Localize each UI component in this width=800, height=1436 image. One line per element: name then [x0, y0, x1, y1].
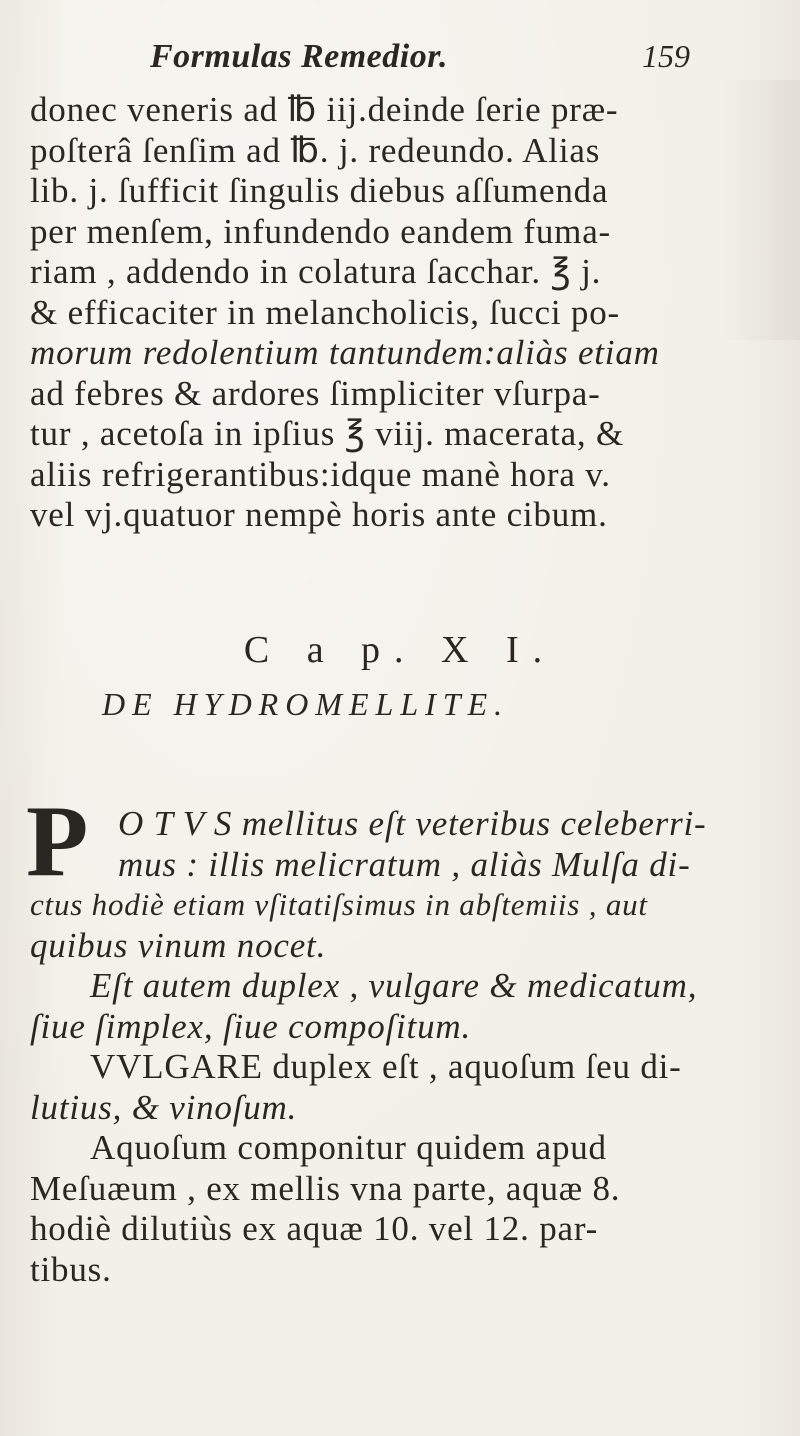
chapter-heading: C a p. X I. [243, 629, 557, 671]
text-line: Aquoſum componitur quidem apud [90, 1128, 607, 1167]
text-line: VVLGARE duplex eſt , aquoſum ſeu di- [90, 1047, 682, 1086]
text-line: quibus vinum nocet. [30, 925, 327, 965]
text-line: vel vj.quatuor nempè horis ante cibum. [30, 495, 608, 534]
text-line: mus : illis melicratum , aliàs Mulſa di- [118, 844, 691, 884]
page-header [130, 38, 690, 86]
text-line: lutius, & vinoſum. [30, 1087, 298, 1127]
text-line: per menſem, infundendo eandem fuma- [30, 211, 611, 251]
text-line: ctus hodiè etiam vſitatiſsimus in abſtemiis , aut [30, 887, 648, 922]
text-line: donec veneris ad ℔ iij.deinde ſerie præ- [30, 90, 619, 129]
text-line: poſterâ ſenſim ad ℔. j. redeundo. Alias [30, 130, 601, 170]
drop-cap: P [26, 785, 89, 898]
top-paragraph [30, 90, 775, 536]
page-number: 159 [642, 38, 690, 74]
text-line: riam , addendo in colatura ſacchar. ℥ j. [30, 252, 602, 291]
text-line: Meſuæum , ex mellis vna parte, aquæ 8. [30, 1168, 621, 1208]
text-line: hodiè dilutiùs ex aquæ 10. vel 12. par- [30, 1209, 599, 1248]
text-line: morum redolentium tantundem:aliàs etiam [30, 333, 660, 372]
text-line: Eſt autem duplex , vulgare & medicatum, [90, 966, 698, 1005]
text-line: ſiue ſimplex, ſiue compoſitum. [30, 1006, 471, 1046]
text-line: lib. j. ſufficit ſingulis diebus aſſumenda [30, 171, 609, 210]
main-text [30, 804, 775, 1290]
text-line: tur , acetoſa in ipſius ℥ viij. macerata, & [30, 414, 625, 453]
text-line: O T V S mellitus eſt veteribus celeberri- [118, 804, 707, 843]
text-line: ad febres & ardores ſimpliciter vſurpa- [30, 373, 601, 413]
text-line: & efficaciter in melancholicis, ſucci po- [30, 292, 620, 332]
text-line: aliis refrigerantibus:idque manè hora v. [30, 454, 611, 494]
text-line: tibus. [30, 1249, 112, 1289]
running-title: Formulas Remedior. [150, 38, 449, 75]
section-title: DE HYDROMELLITE. [102, 686, 510, 722]
